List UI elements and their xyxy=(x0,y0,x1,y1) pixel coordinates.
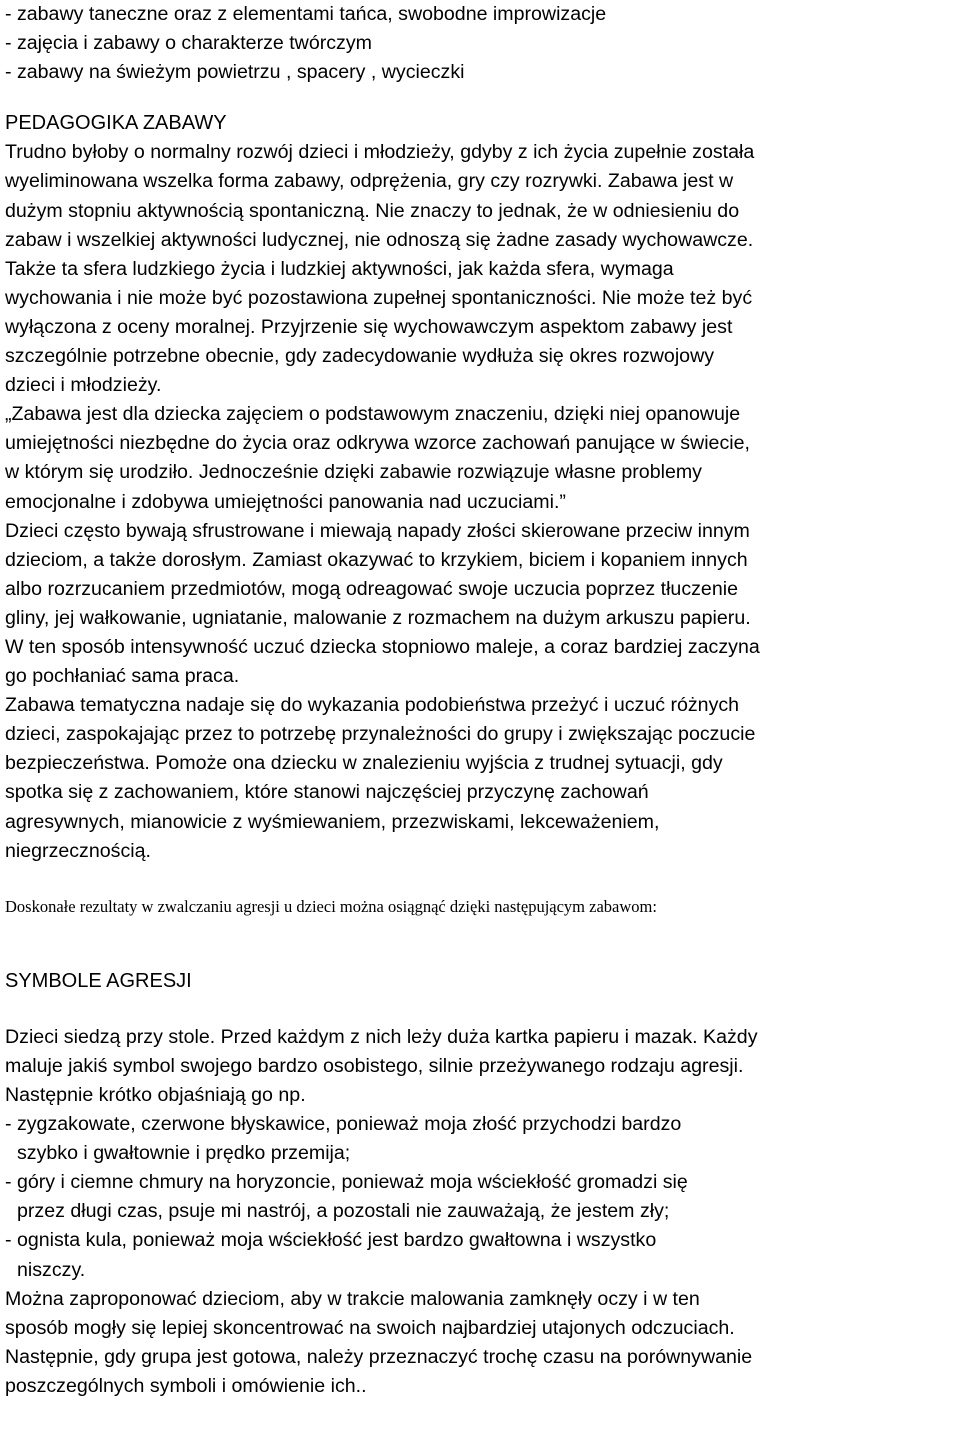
text-line: zabaw i wszelkiej aktywności ludycznej, nie odnoszą się żadne zasady wychowawcze. xyxy=(5,228,754,251)
text-line: agresywnych, mianowicie z wyśmiewaniem, przezwiskami, lekceważeniem, xyxy=(5,810,660,833)
text-line: niegrzecznością. xyxy=(5,839,151,862)
text-line: umiejętności niezbędne do życia oraz odkrywa wzorce zachowań panujące w świecie, xyxy=(5,432,750,455)
text-line: dzieci i młodzieży. xyxy=(5,374,162,397)
list-item-continuation: szybko i gwałtownie i prędko przemija; xyxy=(17,1142,351,1165)
text-line: go pochłaniać sama praca. xyxy=(5,665,240,688)
list-item: - zabawy na świeżym powietrzu , spacery , wycieczki xyxy=(5,61,465,84)
text-line: W ten sposób intensywność uczuć dziecka stopniowo maleje, a coraz bardziej zaczyna xyxy=(5,635,760,658)
list-item-continuation: przez długi czas, psuje mi nastrój, a pozostali nie zauważają, że jestem zły; xyxy=(17,1200,670,1223)
text-line: „Zabawa jest dla dziecka zajęciem o podstawowym znaczeniu, dzięki niej opanowuje xyxy=(5,403,741,426)
text-line: spotka się z zachowaniem, które stanowi najczęściej przyczynę zachowań xyxy=(5,781,649,804)
text-line: Także ta sfera ludzkiego życia i ludzkiej aktywności, jak każda sfera, wymaga xyxy=(5,257,674,280)
text-line: Trudno byłoby o normalny rozwój dzieci i młodzieży, gdyby z ich życia zupełnie została xyxy=(5,141,755,164)
section-body-pedagogika xyxy=(5,138,956,865)
section-heading-symbole: SYMBOLE AGRESJI xyxy=(5,969,192,992)
text-line: szczególnie potrzebne obecnie, gdy zadecydowanie wydłuża się okres rozwojowy xyxy=(5,345,715,368)
text-line: Można zaproponować dzieciom, aby w trakcie malowania zamknęły oczy i w ten xyxy=(5,1287,700,1310)
text-line: Zabawa tematyczna nadaje się do wykazania podobieństwa przeżyć i uczuć różnych xyxy=(5,694,740,717)
top-list xyxy=(5,0,956,87)
text-line: dzieciom, a także dorosłym. Zamiast okazywać to krzykiem, biciem i kopaniem innych xyxy=(5,548,748,571)
text-line: albo rozrzucaniem przedmiotów, mogą odreagować swoje uczucia poprzez tłuczenie xyxy=(5,577,738,600)
text-line: dzieci, zaspokajając przez to potrzebę przynależności do grupy i zwiększając poczucie xyxy=(5,723,756,746)
text-line: gliny, jej wałkowanie, ugniatanie, malowanie z rozmachem na dużym arkuszu papieru. xyxy=(5,606,751,629)
text-line: poszczególnych symboli i omówienie ich.. xyxy=(5,1374,367,1397)
text-line: maluje jakiś symbol swojego bardzo osobistego, silnie przeżywanego rodzaju agresji. xyxy=(5,1054,744,1077)
text-line: Następnie, gdy grupa jest gotowa, należy przeznaczyć trochę czasu na porównywanie xyxy=(5,1345,753,1368)
text-line: bezpieczeństwa. Pomoże ona dziecku w znalezieniu wyjścia z trudnej sytuacji, gdy xyxy=(5,752,723,775)
list-item: - zygzakowate, czerwone błyskawice, ponieważ moja złość przychodzi bardzo xyxy=(5,1113,682,1136)
list-item-continuation: niszczy. xyxy=(17,1258,86,1281)
text-line: Dzieci często bywają sfrustrowane i miewają napady złości skierowane przeciw innym xyxy=(5,519,750,542)
list-item: - góry i ciemne chmury na horyzoncie, ponieważ moja wściekłość gromadzi się xyxy=(5,1171,688,1194)
text-line: w którym się urodziło. Jednocześnie dzięki zabawie rozwiązuje własne problemy xyxy=(5,461,702,484)
text-line: Dzieci siedzą przy stole. Przed każdym z nich leży duża kartka papieru i mazak. Każdy xyxy=(5,1025,758,1048)
text-line: emocjonalne i zdobywa umiejętności panowania nad uczuciami.” xyxy=(5,490,566,513)
list-item: - ognista kula, ponieważ moja wściekłość jest bardzo gwałtowna i wszystko xyxy=(5,1229,657,1252)
text-line: Następnie krótko objaśniają go np. xyxy=(5,1084,306,1106)
section-heading-pedagogika: PEDAGOGIKA ZABAWY xyxy=(5,112,227,135)
list-item: - zabawy taneczne oraz z elementami tańca, swobodne improwizacje xyxy=(5,3,607,25)
text-line: wyłączona z oceny moralnej. Przyjrzenie się wychowawczym aspektom zabawy jest xyxy=(5,315,733,338)
text-line: sposób mogły się lepiej skoncentrować na swoich najbardziej utajonych odczuciach. xyxy=(5,1316,735,1339)
list-item: - zajęcia i zabawy o charakterze twórczym xyxy=(5,32,372,55)
section-body-symbole xyxy=(5,1023,956,1401)
text-line: wyeliminowana wszelka forma zabawy, odprężenia, gry czy rozrywki. Zabawa jest w xyxy=(5,170,734,193)
text-line: wychowania i nie może być pozostawiona zupełnej spontaniczności. Nie może też być xyxy=(5,286,753,309)
text-line: dużym stopniu aktywnością spontaniczną. Nie znaczy to jednak, że w odniesieniu do xyxy=(5,199,740,222)
serif-note: Doskonałe rezultaty w zwalczaniu agresji u dzieci można osiągnąć dzięki następującym zabawom: xyxy=(5,896,657,916)
